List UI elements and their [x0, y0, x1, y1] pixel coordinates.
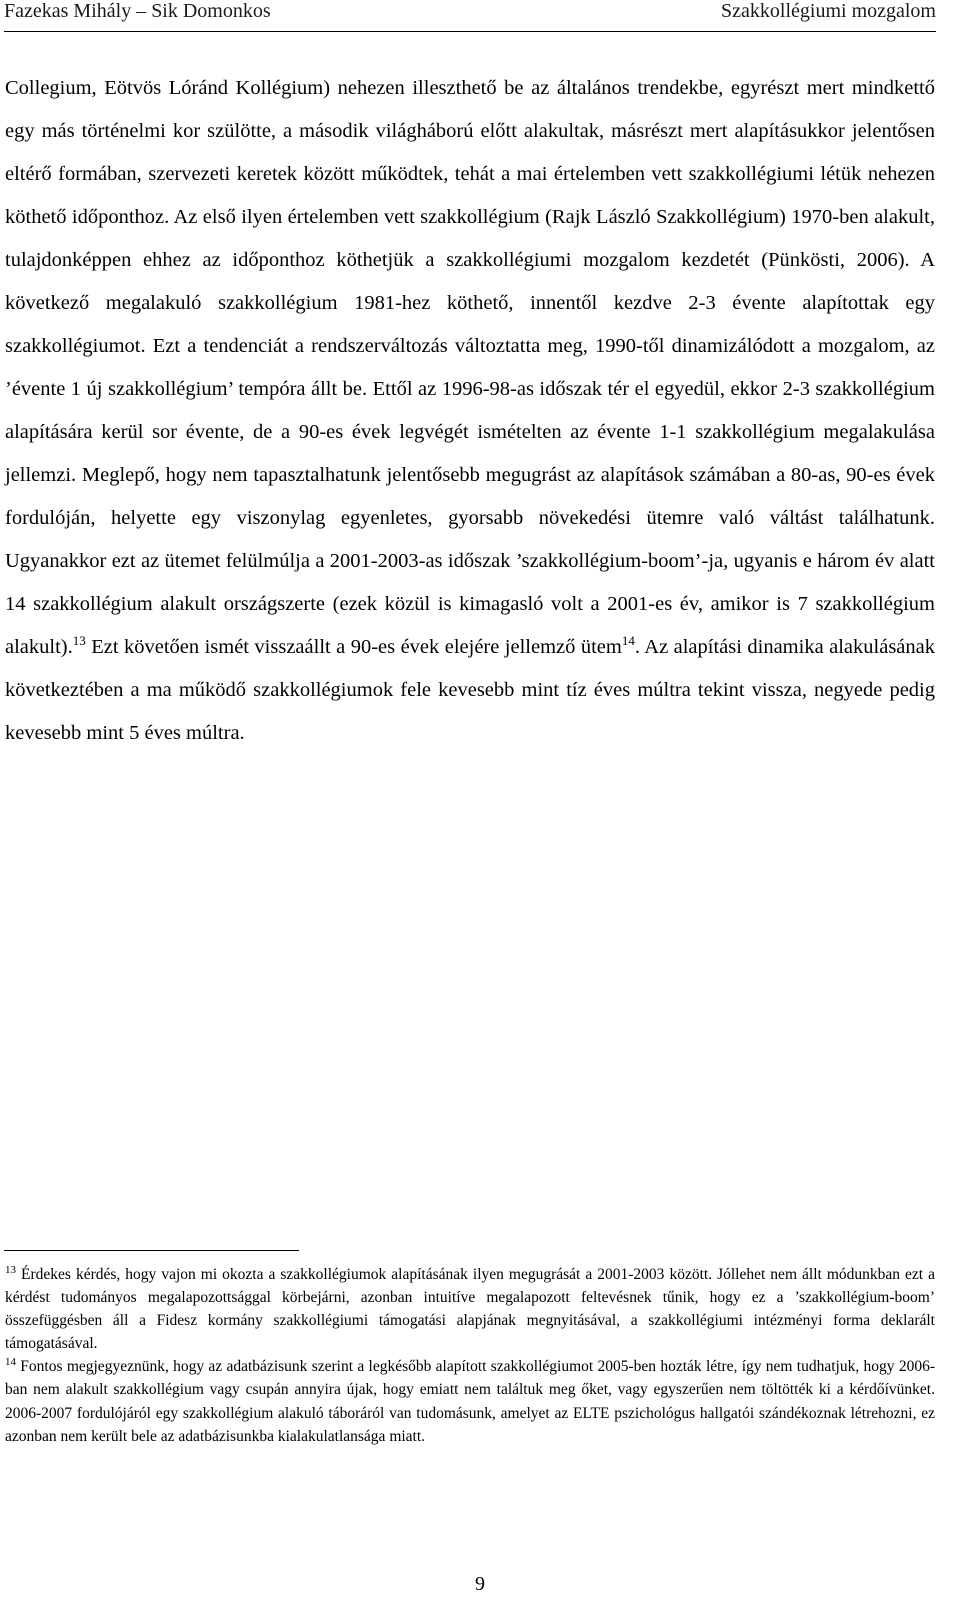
footnote-ref-14[interactable]: 14 — [621, 633, 635, 649]
footnote-text: Érdekes kérdés, hogy vajon mi okozta a szakkollégiumok alapításának ilyen megugrását a 2001-2003 között. Jóllehet nem állt módunkban ezt a kérdést tudományos megalapozottsággal körbejárni, azonban intuitíve megalapozott feltevésnek tűnik, hogy ez a ’szakkollégium-boom’ összefüggésben áll a Fidesz kormány szakkollégiumi támogatási alapjának megnyitásával, a szakkollégiumi intézményi forma deklarált támogatásával. — [5, 1266, 935, 1353]
body-text-part-1: Collegium, Eötvös Lóránd Kollégium) nehezen illeszthető be az általános trendekbe, egyrészt mert mindkettő egy más történelmi kor szülötte, a második világháború előtt alakultak, másrészt mert alapításukkor jelentősen eltérő formában, szervezeti keretek között működtek, tehát a mai értelemben vett szakkollégiumi létük nehezen köthető időponthoz. Az első ilyen értelemben vett szakkollégium (Rajk László Szakkollégium) 1970-ben alakult, tulajdonképpen ehhez az időponthoz köthetjük a szakkollégiumi mozgalom kezdetét (Pünkösti, 2006). A következő megalakuló szakkollégium 1981-hez köthető, innentől kezdve 2-3 évente alapítottak egy szakkollégiumot. Ezt a tendenciát a rendszerváltozás változtatta meg, 1990-től dinamizálódott a mozgalom, az ’évente 1 új szakkollégium’ tempóra állt be. Ettől az 1996-98-as időszak tér el egyedül, ekkor 2-3 szakkollégium alapítására kerül sor évente, de a 90-es évek legvégét ismételten az évente 1-1 szakkollégium megalakulása jellemzi. Meglepő, hogy nem tapasztalhatunk jelentősebb megugrást az alapítások számában a 80-as, 90-es évek fordulóján, helyette egy viszonylag egyenletes, gyorsabb növekedési ütemre való váltást találhatunk. Ugyanakkor ezt az ütemet felülmúlja a 2001-2003-as időszak ’szakkollégium-boom’-ja, ugyanis e három év alatt 14 szakkollégium alakult országszerte (ezek közül is kimagasló volt a 2001-es év, amikor is 7 szakkollégium alakult). — [5, 77, 935, 658]
body-text-part-2: Ezt követően ismét visszaállt a 90-es évek elejére jellemző ütem — [85, 636, 622, 658]
page-header — [4, 0, 936, 26]
body-paragraph — [5, 67, 935, 755]
footnote-ref-13[interactable]: 13 — [72, 633, 86, 649]
footnote-number: 14 — [5, 1356, 16, 1369]
header-title: Szakkollégiumi mozgalom — [721, 0, 936, 22]
header-authors: Fazekas Mihály – Sik Domonkos — [4, 0, 271, 22]
header-rule — [4, 31, 936, 32]
body-text-part-3: . Az alapítási dinamika alakulásának következtében a ma működő szakkollégiumok fele kevesebb mint tíz éves múltra tekint vissza, negyede pedig kevesebb mint 5 éves múltra. — [5, 636, 935, 744]
footnote-13 — [5, 1263, 935, 1355]
page-number: 9 — [475, 1573, 485, 1595]
footnote-number: 13 — [5, 1263, 16, 1276]
footnote-separator — [4, 1250, 299, 1251]
footnote-14 — [5, 1355, 935, 1447]
footnote-text: Fontos megjegyeznünk, hogy az adatbázisunk szerint a legkésőbb alapított szakkollégiumot 2005-ben hozták létre, így nem tudhatjuk, hogy 2006-ban nem alakult szakkollégium vagy csupán annyira újak, hogy emiatt nem találtuk meg őket, vagy egyszerűen nem töltötték ki a kérdőívünket. 2006-2007 fordulójáról egy szakkollégium alakuló táboráról van tudomásunk, amelyet az ELTE pszichológus hallgatói szándékoznak létrehozni, ez azonban nem került bele az adatbázisunkba kialakulatlansága miatt. — [5, 1358, 935, 1445]
footnotes — [5, 1263, 935, 1448]
